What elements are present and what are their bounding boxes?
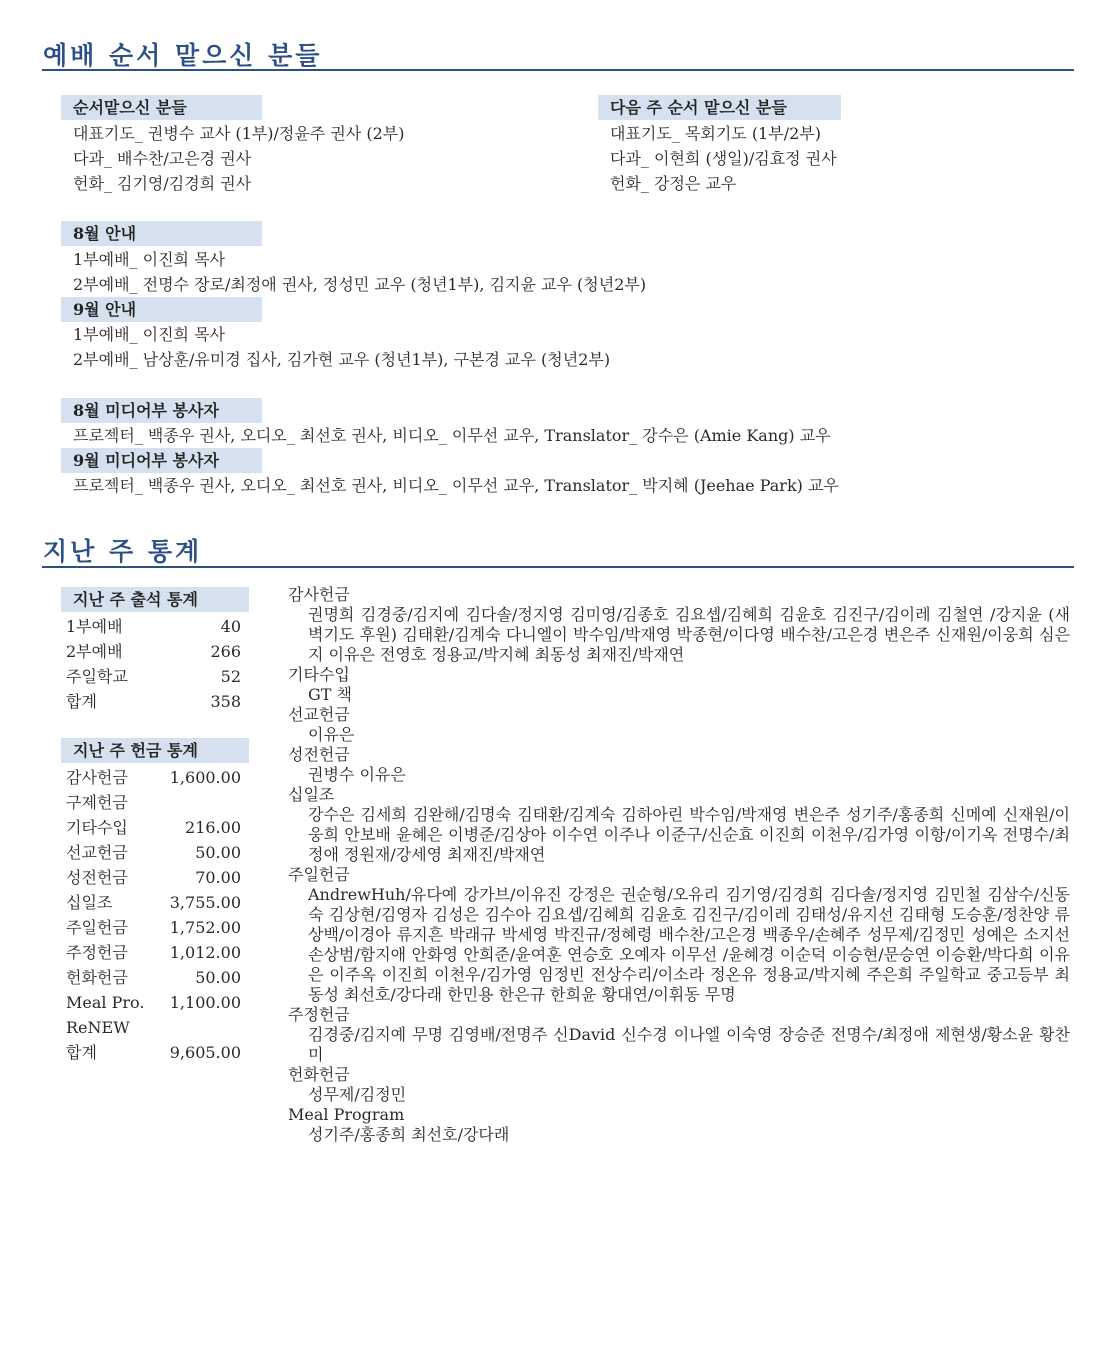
offering-row: Meal Pro. 1,100.00 <box>66 993 241 1012</box>
offering-row: 기타수입 216.00 <box>66 818 241 837</box>
next-week-refreshments: 다과_ 이현희 (생일)/김효정 권사 <box>610 149 837 168</box>
offering-category: 기타수입 <box>288 665 350 684</box>
offering-category: 헌화헌금 <box>288 1065 350 1084</box>
offering-row: 감사헌금 1,600.00 <box>66 768 241 787</box>
attendance-row: 주일학교 52 <box>66 667 241 686</box>
august-service-2: 2부예배_ 전명수 장로/최정애 권사, 정성민 교우 (청년1부), 김지윤 교우 (청년2부) <box>73 275 647 294</box>
offering-row: ReNEW <box>66 1018 130 1037</box>
september-service-1: 1부예배_ 이진희 목사 <box>73 325 225 344</box>
offering-names: 성무제/김정민 <box>308 1085 407 1104</box>
offering-names: AndrewHuh/유다예 강가브/이유진 강정은 권순형/오유리 김기영/김경희 김다솔/정지영 김민철 김삼수/신동숙 김상현/김영자 김성은 김수아 김요셉/김혜희 김윤호 김진구/김이레 김태성/유지선 김태형 도승훈/정찬양 류상백/이경아 류지흔 박래규 박세영 박진규/정혜령 배수찬/고은경 백종우/손혜주 성무제/김정민 성예은 소지선 손상범/함지애 안화영 안희준/윤여훈 연승호 오예자 이무선 /윤혜경 이순덕 이승현/문승연 이승환/박다희 이유은 이주옥 이진희 이천우/김가영 임정빈 전상수리/이소라 정온유 정용교/박지혜 주은희 주일학교 중고등부 최동성 최선호/강다래 한민용 한은규 한희윤 황대연/이휘동 무명 <box>308 885 1070 1004</box>
august-media-heading: 8월 미디어부 봉사자 <box>61 398 262 423</box>
offering-names: 강수은 김세희 김완해/김명숙 김태환/김계숙 김하아린 박수임/박재영 변은주 성기주/홍종희 신메예 신재원/이웅희 안보배 윤혜은 이병준/김상아 이수연 이주나 이준구/신순효 이진희 이천우/김가영 이항/이기옥 전명수/최정애 정원재/강세영 최재진/박재연 <box>308 805 1070 864</box>
offering-row: 구제헌금 <box>66 793 128 812</box>
offering-row: 헌화헌금 50.00 <box>66 968 241 987</box>
offering-names: 권병수 이유은 <box>308 765 406 784</box>
section-divider <box>42 69 1074 71</box>
offering-row: 선교헌금 50.00 <box>66 843 241 862</box>
next-week-roles-heading: 다음 주 순서 맡으신 분들 <box>598 95 841 120</box>
offering-category: 성전헌금 <box>288 745 350 764</box>
attendance-row: 1부예배 40 <box>66 617 241 636</box>
offering-category: 감사헌금 <box>288 585 350 604</box>
september-media-volunteers: 프로젝터_ 백종우 권사, 오디오_ 최선호 권사, 비디오_ 이무선 교우, Translator_ 박지혜 (Jeehae Park) 교우 <box>73 476 839 495</box>
this-week-refreshments: 다과_ 배수찬/고은경 권사 <box>73 149 252 168</box>
this-week-prayer: 대표기도_ 권병수 교사 (1부)/정윤주 권사 (2부) <box>73 124 405 143</box>
offering-category: 선교헌금 <box>288 705 350 724</box>
offering-category: Meal Program <box>288 1105 405 1124</box>
attendance-heading: 지난 주 출석 통계 <box>61 587 249 612</box>
offering-category: 십일조 <box>288 785 335 804</box>
september-service-2: 2부예배_ 남상훈/유미경 집사, 김가현 교우 (청년1부), 구본경 교우 (청년2부) <box>73 350 611 369</box>
offering-names: 권명희 김경중/김지예 김다솔/정지영 김미영/김종호 김요셉/김혜희 김윤호 김진구/김이레 김철연 /강지윤 (새벽기도 후원) 김태환/김계숙 다니엘이 박수임/박재영 박종현/이다영 배수찬/고은경 변은주 신재원/이웅희 심은지 이유은 전영호 정용교/박지혜 최동성 최재진/박재연 <box>308 605 1070 664</box>
offering-names: 성기주/홍종희 최선호/강다래 <box>308 1125 510 1144</box>
next-week-prayer: 대표기도_ 목회기도 (1부/2부) <box>610 124 821 143</box>
next-week-flowers: 헌화_ 강정은 교우 <box>610 174 737 193</box>
attendance-total-row: 합계 358 <box>66 692 241 711</box>
attendance-row: 2부예배 266 <box>66 642 241 661</box>
this-week-roles-heading: 순서맡으신 분들 <box>61 95 262 120</box>
offering-total-row: 합계 9,605.00 <box>66 1043 241 1062</box>
section-divider <box>42 566 1074 568</box>
this-week-flowers: 헌화_ 김기영/김경희 권사 <box>73 174 252 193</box>
offering-names: GT 책 <box>308 685 352 704</box>
section-title-worship-roles: 예배 순서 맡으신 분들 <box>43 41 323 70</box>
august-service-1: 1부예배_ 이진희 목사 <box>73 250 225 269</box>
offering-names: 이유은 <box>308 725 355 744</box>
offering-row: 주일헌금 1,752.00 <box>66 918 241 937</box>
section-title-last-week-stats: 지난 주 통계 <box>43 537 203 566</box>
offering-category: 주일헌금 <box>288 865 350 884</box>
offering-row: 십일조 3,755.00 <box>66 893 241 912</box>
offering-row: 성전헌금 70.00 <box>66 868 241 887</box>
offering-donor-list <box>288 585 1070 1145</box>
offering-row: 주정헌금 1,012.00 <box>66 943 241 962</box>
september-media-heading: 9월 미디어부 봉사자 <box>61 448 262 473</box>
august-notice-heading: 8월 안내 <box>61 221 262 246</box>
september-notice-heading: 9월 안내 <box>61 297 262 322</box>
offering-names: 김경중/김지예 무명 김영배/전명주 신David 신수경 이나엘 이숙영 장승준 전명수/최정애 제현생/황소윤 황찬미 <box>308 1025 1070 1064</box>
offering-stats-heading: 지난 주 헌금 통계 <box>61 738 249 763</box>
august-media-volunteers: 프로젝터_ 백종우 권사, 오디오_ 최선호 권사, 비디오_ 이무선 교우, Translator_ 강수은 (Amie Kang) 교우 <box>73 426 831 445</box>
offering-category: 주정헌금 <box>288 1005 350 1024</box>
